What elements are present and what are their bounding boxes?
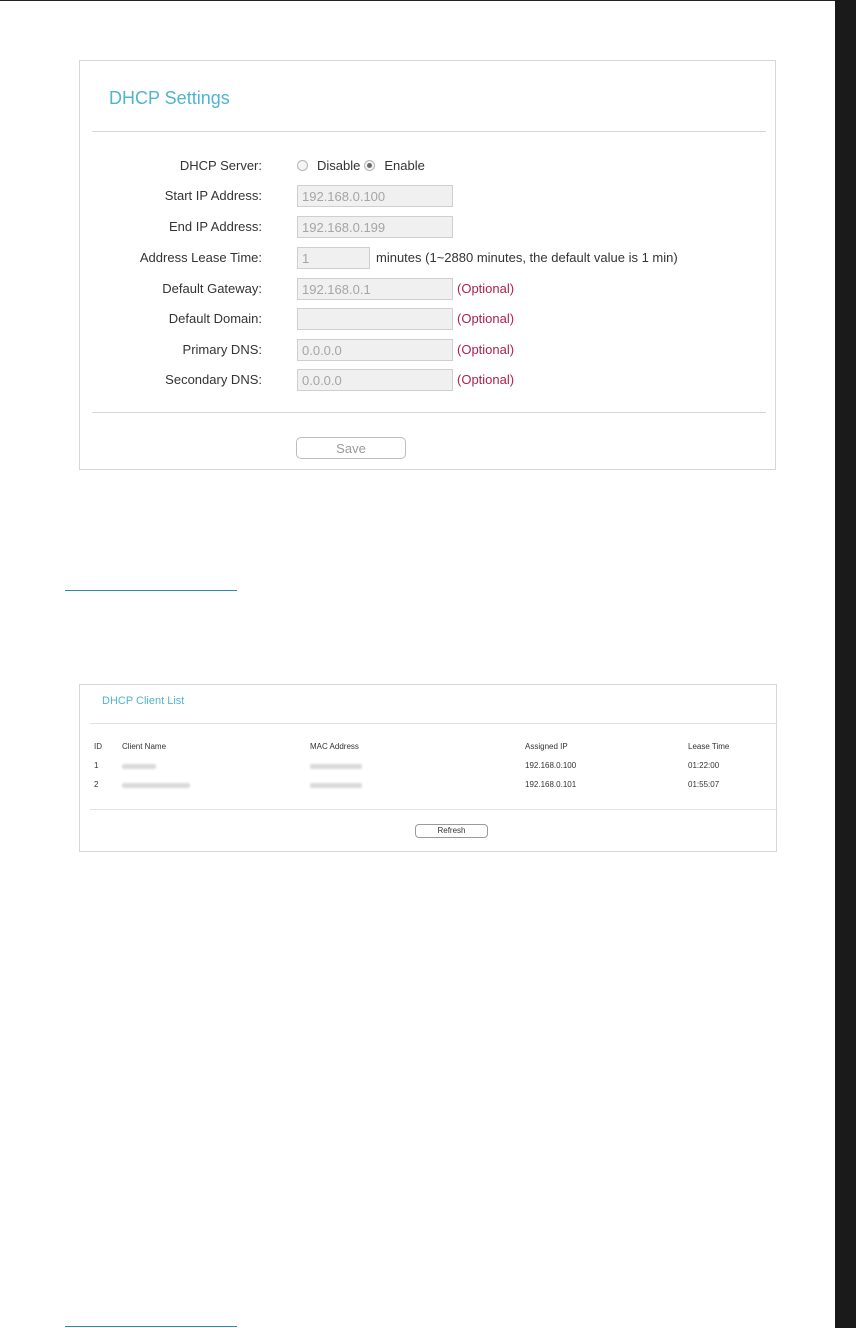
client-list-divider-bottom bbox=[90, 809, 777, 810]
dhcp-server-label: DHCP Server: bbox=[179, 158, 262, 173]
panel-divider-bottom bbox=[92, 412, 766, 413]
primary-dns-optional: (Optional) bbox=[457, 342, 515, 357]
client-name-redacted bbox=[122, 783, 190, 788]
client-name-redacted bbox=[122, 764, 156, 769]
dhcp-settings-title: DHCP Settings bbox=[109, 88, 230, 108]
disable-radio[interactable] bbox=[297, 160, 308, 171]
row-lease-time: 01:55:07 bbox=[688, 780, 720, 789]
disable-radio-label[interactable]: Disable bbox=[317, 158, 361, 173]
mac-address-redacted bbox=[310, 783, 362, 788]
client-list-divider-top bbox=[90, 723, 777, 724]
panel-divider-top bbox=[92, 131, 766, 132]
page-top-rule bbox=[0, 0, 856, 1]
default-domain-optional: (Optional) bbox=[457, 311, 515, 326]
start-ip-input[interactable] bbox=[297, 185, 453, 207]
primary-dns-row bbox=[80, 339, 777, 361]
default-gateway-row bbox=[80, 278, 777, 300]
row-assigned-ip: 192.168.0.100 bbox=[525, 761, 577, 770]
default-gateway-input[interactable] bbox=[297, 278, 453, 300]
mac-address-redacted bbox=[310, 764, 362, 769]
default-domain-input[interactable] bbox=[297, 308, 453, 330]
lease-time-row bbox=[80, 247, 777, 269]
enable-radio[interactable] bbox=[364, 160, 375, 171]
primary-dns-label: Primary DNS: bbox=[182, 342, 262, 357]
secondary-dns-row bbox=[80, 369, 777, 391]
primary-dns-input[interactable] bbox=[297, 339, 453, 361]
section-accent-line bbox=[65, 590, 237, 591]
row-id: 1 bbox=[94, 761, 99, 770]
column-header-client-name: Client Name bbox=[122, 742, 167, 751]
page-side-bar bbox=[835, 0, 856, 1328]
end-ip-row bbox=[80, 216, 777, 238]
start-ip-row bbox=[80, 185, 777, 207]
lease-time-hint: minutes (1~2880 minutes, the default value is 1 min) bbox=[376, 250, 678, 265]
column-header-id: ID bbox=[94, 742, 102, 751]
section-accent-line-bottom bbox=[65, 1326, 237, 1327]
default-domain-label: Default Domain: bbox=[168, 311, 262, 326]
column-header-lease-time: Lease Time bbox=[688, 742, 730, 751]
column-header-assigned-ip: Assigned IP bbox=[525, 742, 568, 751]
dhcp-server-row bbox=[80, 155, 777, 177]
dhcp-client-list-panel bbox=[79, 684, 777, 852]
dhcp-settings-panel bbox=[79, 60, 776, 470]
default-domain-row bbox=[80, 308, 777, 330]
dhcp-server-radio-group bbox=[297, 158, 425, 173]
secondary-dns-input[interactable] bbox=[297, 369, 453, 391]
column-header-mac-address: MAC Address bbox=[310, 742, 359, 751]
lease-time-label: Address Lease Time: bbox=[139, 250, 262, 265]
secondary-dns-optional: (Optional) bbox=[457, 372, 515, 387]
save-button[interactable]: Save bbox=[296, 437, 406, 459]
refresh-button[interactable]: Refresh bbox=[415, 824, 488, 838]
default-gateway-label: Default Gateway: bbox=[162, 281, 262, 296]
default-gateway-optional: (Optional) bbox=[457, 281, 515, 296]
row-assigned-ip: 192.168.0.101 bbox=[525, 780, 577, 789]
enable-radio-label[interactable]: Enable bbox=[384, 158, 425, 173]
start-ip-label: Start IP Address: bbox=[164, 188, 262, 203]
secondary-dns-label: Secondary DNS: bbox=[165, 372, 262, 387]
row-id: 2 bbox=[94, 780, 99, 789]
lease-time-input[interactable] bbox=[297, 247, 370, 269]
row-lease-time: 01:22:00 bbox=[688, 761, 720, 770]
end-ip-input[interactable] bbox=[297, 216, 453, 238]
dhcp-client-list-title: DHCP Client List bbox=[102, 695, 185, 707]
end-ip-label: End IP Address: bbox=[169, 219, 262, 234]
